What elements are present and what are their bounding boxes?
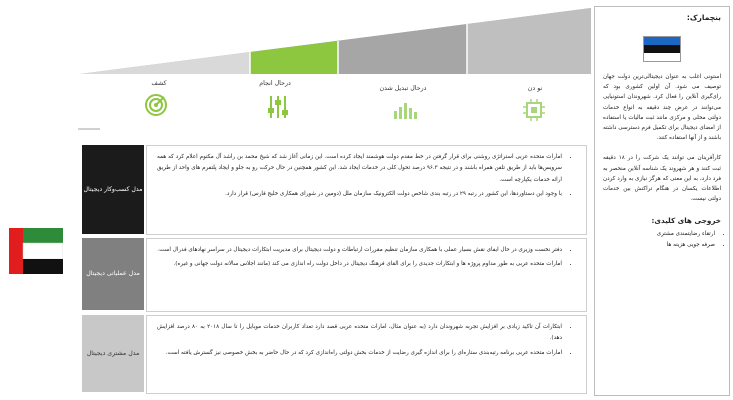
stage-label-discovery: کشف — [151, 80, 167, 87]
stage-label-in-progress: درحال انجام — [259, 80, 291, 87]
list-item: • با وجود این دستاوردها، این کشور در رتبه ۲۹ در رتبه بندی شاخص دولت الکترونیک سازمان ملل (دومین در شورای همکاری خلیج فارس) قرار دارد. — [157, 189, 562, 200]
row-content-customer-model — [146, 315, 587, 394]
list-item: • ابتکارات آن تاکید زیادی بر افزایش تجربه شهروندان دارد (به عنوان مثال، امارات متحده عربی قصد دارد تعداد کاربران خدمات موبایل را تا سال ۲۰۱۸ به ۸۰ درصد افزایش دهد). — [157, 322, 562, 345]
list-item: • دفتر نخست وزیری در حال ایفای نقش بسیار عملی با همکاری سازمان تنظیم مقررات ارتباطات و دولت دیجیتال برای مدیریت ابتکارات دیجیتال در سراسر نهادهای فدرال است. — [157, 245, 562, 256]
benchmark-paragraph: استونی اغلب به عنوان دیجیتالی‌ترین دولت جهان توصیف می شود. آن اولین کشوری بود که رای‌گیری آنلاین را فعال کرد. شهروندان استونیایی می‌توانند در عرض چند دقیقه به انواع خدمات دولتی محلی و مرکزی مانند ثبت مالیات یا استفاده از امضای دیجیتال برای تکمیل فرم دسترسی داشته باشند و از آنها استفاده کنند. — [603, 74, 721, 142]
current-stage-bar — [250, 41, 338, 74]
outputs-title: خروجی های کلیدی: — [651, 216, 721, 226]
output-item: • ارتقاء رضایتمندی مشتری — [595, 229, 715, 240]
stage-label-transforming: درحال تبدیل شدن — [379, 85, 427, 92]
radar-icon — [143, 92, 169, 118]
benchmark-paragraph: کارآفرینان می توانند یک شرکت را در ۱۸ دقیقه ثبت کنند و هر شهروند یک شناسه آنلاین منحصر به فرد دارد، به این معنی که هرگز نیازی به وارد کردن اطلاعات یکسان در هنگام تراکنش بین خدمات دولتی نیست. — [603, 155, 721, 203]
stage-label-new: نو دن — [527, 85, 543, 92]
list-item: • امارات متحده عربی استراتژی روشنی برای قرار گرفتن در خط مقدم دولت هوشمند ایجاد کرده است. این زمانی آغاز شد که شیخ محمد بن راشد آل مکتوم اعلام کرد که همه سرویس‌ها باید از طریق تلفن همراه باشند و در نتیجه ۹۶.۳ درصد تحول کلی در خدمات ایجاد شد. این کشور همچنین در حال حرکت رو به جلو و ایجاد پلتفرم های واحد از طریق ارائه خدمات یکپارچه است. — [157, 152, 562, 186]
chip-icon — [522, 98, 546, 122]
uae-flag-icon — [9, 228, 63, 274]
row-label-business-model: مدل کسب‌وکار دیجیتال — [82, 145, 144, 234]
benchmark-panel — [594, 6, 730, 396]
sliders-icon — [265, 94, 291, 120]
row-label-operating-model: مدل عملیاتی دیجیتال — [82, 238, 144, 310]
row-content-operating-model — [146, 238, 587, 312]
list-item: • امارات متحده عربی به طور مداوم پروژه ها و ابتکارات جدیدی را برای القای فرهنگ دیجیتال در داخل دولت راه اندازی می کند (مانند اجلاس سالانه دولت جهانی و غیره). — [157, 259, 562, 270]
benchmark-title: بنچمارک: — [686, 13, 721, 22]
bar-chart-icon — [392, 99, 418, 121]
estonia-flag-icon — [643, 36, 681, 62]
row-label-customer-model: مدل مشتری دیجیتال — [82, 315, 144, 392]
output-item: • صرفه جویی هزینه ها — [595, 240, 715, 251]
stage-header — [0, 0, 600, 130]
list-item: • امارات متحده عربی برنامه رتبه‌بندی ستاره‌ای را برای اندازه گیری رضایت از خدمات بخش دولتی راه‌اندازی کرد که در حال حاضر به بخش خصوصی نیز گسترش یافته است. — [157, 348, 562, 359]
row-content-business-model — [146, 145, 587, 235]
